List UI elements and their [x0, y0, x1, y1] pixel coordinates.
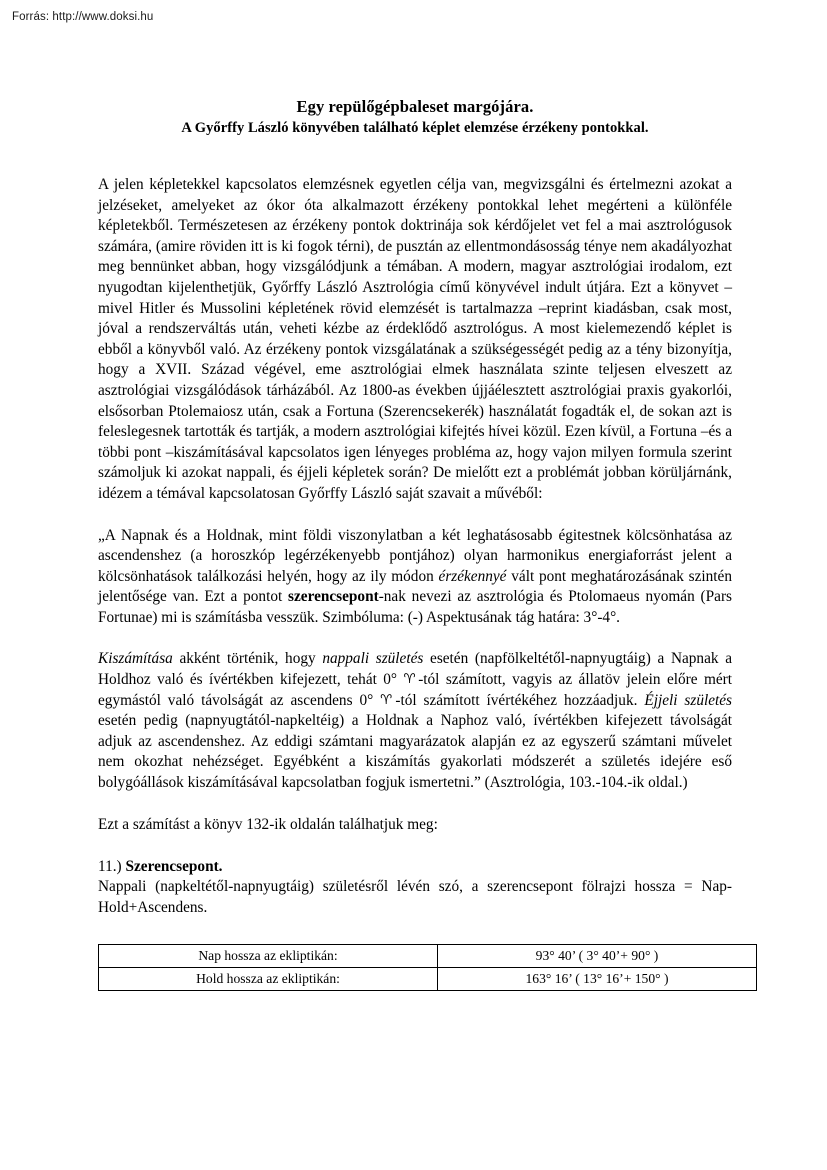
spacer-before-table [98, 918, 732, 944]
spacer-before-reference [98, 794, 732, 815]
table-body [99, 945, 757, 991]
method-italic-kiszamitasa: Kiszámítása [98, 650, 173, 668]
quote-bold-szerencsepont: szerencsepont [288, 588, 379, 606]
table-row [99, 945, 757, 968]
aries-zodiac-icon-2: ♈ [380, 691, 396, 708]
source-url-header: Forrás: http://www.doksi.hu [12, 11, 154, 23]
method-italic-ejjeli-szuletes: Éjjeli születés [644, 691, 733, 709]
ecliptic-longitude-table [98, 944, 757, 991]
paragraph-intro: A jelen képletekkel kapcsolatos elemzésnek egyetlen célja van, megvizsgálni és értelmezni azokat a jelzéseket, amelyeket az ókor óta alkalmazott érzékeny pontokkal lehet megérteni a különféle képletekből. Természetesen az érzékeny pontok doktrinája sok kérdőjelet vet fel a mai asztrológusok számára, (amire röviden itt is ki fogok térni), de pusztán az ellentmondásosság ténye nem akadályozhat meg bennünket abban, hogy vizsgálódjunk a témában. A modern, magyar asztrológiai irodalom, ezt nyugodtan kijelenthetjük, Győrffy László Asztrológia című könyvével indult útjára. Ezt a könyvet –mivel Hitler és Mussolini képletének rövid elemzését is tartalmazza –reprint kiadásban, csak most, jóval a rendszerváltás után, veheti kézbe az érdeklődő asztrológus. A most kielemezendő képlet is ebből a könyvből való. Az érzékeny pontok vizsgálatának a szükségességét pedig az a tény bizonyítja, hogy a XVII. Század végével, eme asztrológiai elmek használata szinte teljesen elveszett az asztrológiai vizsgálódások tárházából. Az 1800-as években újjáélesztett asztrológiai praxis gyakorlói, elsősorban Ptolemaiosz után, csak a Fortuna (Szerencsekerék) használatát fogadták el, de sokan azt is feleslegesnek tartották és tartják, a modern asztrológiai kifejtés hívei közül. Ezen kívül, a Fortuna –és a többi pont –kiszámításával kapcsolatos igen lényeges probléma az, hogy vajon milyen formula szerint számoljuk ki azokat nappali, és éjjeli képletek során? De mielőtt ezt a problémát jobban körüljárnánk, idézem a témával kapcsolatosan Győrffy László saját szavait a művéből: [98, 176, 732, 502]
section-heading [98, 856, 732, 877]
quote-segment-1: „A Napnak és a Holdnak, mint földi viszonylatban a két leghatásosabb égitestnek kölcsönhatása az ascendenshez (a horoszkóp legérzékenyebb pontjához) olyan harmonikus energiaforrást jelent a kölcsönhatások találkozási helyén, hogy az ily módon [98, 526, 732, 585]
method-italic-nappali-szuletes: nappali születés [322, 650, 424, 668]
paragraph-method [98, 649, 732, 793]
method-segment-4: -tól számított ívértékéhez hozzáadjuk. [395, 691, 645, 709]
spacer-before-quote [98, 505, 732, 526]
table-row [99, 968, 757, 991]
section-heading-label: Szerencsepont. [125, 858, 223, 876]
table-cell-value: 163° 16’ ( 13° 16’+ 150° ) [438, 968, 757, 991]
method-segment-2: esetén (napfölkeltétől-napnyugtáig) a Napnak a Holdhoz való és ívértékben kifejezett, tehát 0° [98, 650, 732, 689]
quote-segment-3: -nak nevezi az asztrológia és Ptolomaeus nyomán (Pars Fortunae) mi is számításba vesszük. Szimbóluma: (-) Aspektusának tág határa: 3°-4°. [98, 588, 732, 626]
page-title: Egy repülőgépbaleset margójára. [296, 97, 534, 116]
method-segment-1: akként történik, hogy [172, 650, 323, 668]
spacer-before-section [98, 835, 732, 856]
paragraph-reference: Ezt a számítást a könyv 132-ik oldalán találhatjuk meg: [98, 815, 438, 833]
aries-zodiac-icon-1: ♈ [403, 671, 419, 688]
spacer-after-title [98, 138, 732, 175]
section-number: 11.) [98, 858, 122, 876]
section-body: Nappali (napkeltétől-napnyugtáig) születésről lévén szó, a szerencsepont fölrajzi hossza = Nap-Hold+Ascendens. [98, 878, 732, 916]
quote-italic-erzekenenye: érzékennyé [438, 567, 507, 585]
quote-segment-2: vált pont meghatározásának szintén jelentősége van. Ezt a pontot [98, 567, 732, 606]
table-cell-label: Nap hossza az ekliptikán: [99, 945, 438, 968]
page-subtitle: A Győrffy László könyvében található képlet elemzése érzékeny pontokkal. [181, 120, 649, 136]
spacer-before-method [98, 628, 732, 649]
paragraph-quote [98, 526, 732, 629]
table-cell-label: Hold hossza az ekliptikán: [99, 968, 438, 991]
method-segment-3: -tól számított, vagyis az állatöv jelein előre mért egymástól való távolságát az ascendens 0° [98, 671, 732, 709]
document-content [98, 96, 732, 991]
method-segment-5: esetén pedig (napnyugtától-napkeltéig) a Holdnak a Naphoz való, ívértékben kifejezett távolságát adjuk az ascendenshez. Az eddigi számtani magyarázatok alapján ez az egyszerű számtani művelet nem okozhat nehézséget. Egyébként a kiszámítás gyakorlati módszerét a születés idejére eső bolygóállások kiszámításával kapcsolatban fogjuk ismertetni.” (Asztrológia, 103.-104.-ik oldal.) [98, 712, 732, 792]
table-cell-value: 93° 40’ ( 3° 40’+ 90° ) [438, 945, 757, 968]
